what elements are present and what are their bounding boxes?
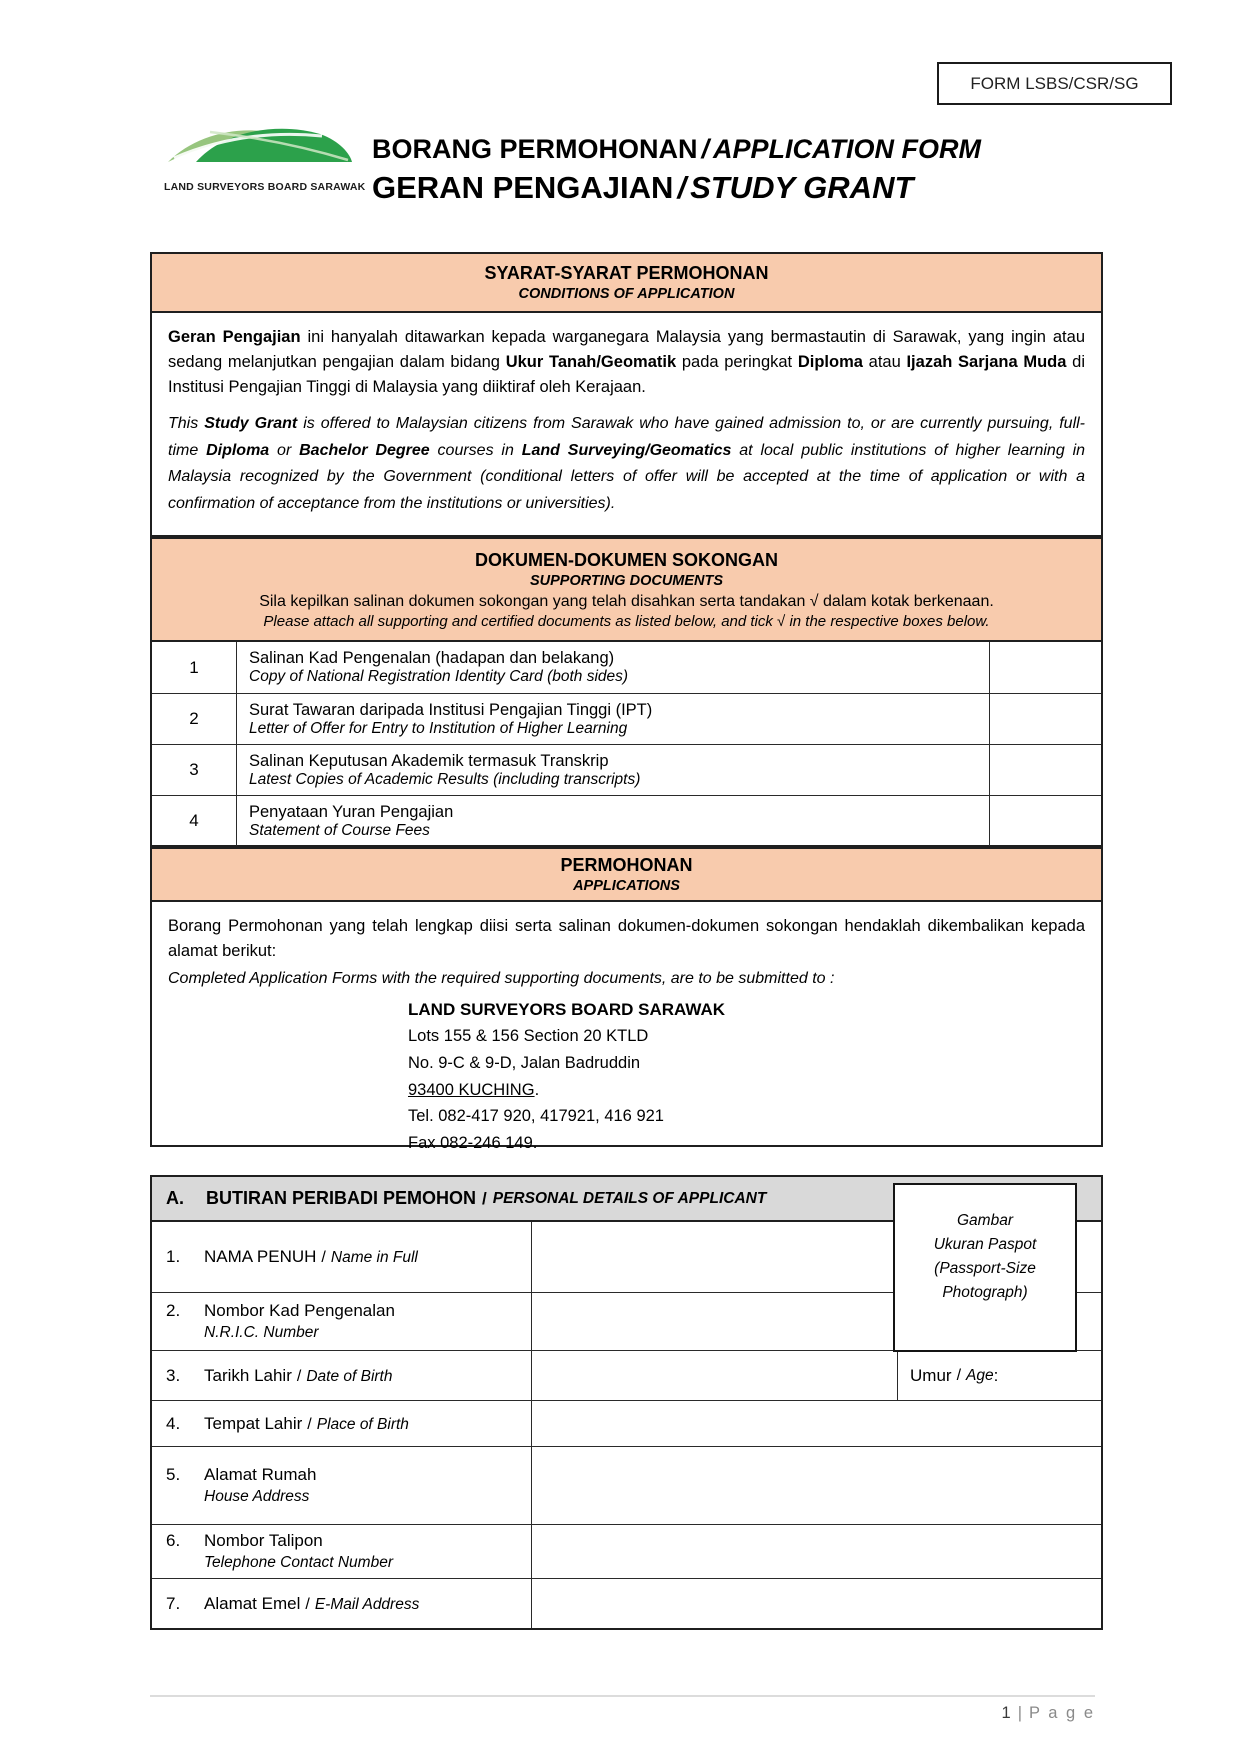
title-line1-en: APPLICATION FORM <box>713 134 982 164</box>
field-label-en: Date of Birth <box>306 1367 393 1385</box>
field-number: 3. <box>166 1365 181 1385</box>
row-description-en: Statement of Course Fees <box>249 821 430 839</box>
photo-box-line: (Passport-Size <box>934 1260 1036 1278</box>
page-number <box>150 1704 1095 1723</box>
birthplace-input-cell[interactable] <box>532 1401 1101 1446</box>
field-number: 1. <box>166 1247 181 1266</box>
field-label-ms: Nombor Talipon <box>204 1531 323 1550</box>
table-row <box>152 642 1101 693</box>
conditions-ms-bold-term: Ijazah Sarjana Muda <box>906 353 1067 372</box>
telephone-input-cell[interactable] <box>532 1525 1101 1578</box>
title-line-1 <box>372 134 981 165</box>
row-description-en: Letter of Offer for Entry to Institution of Higher Learning <box>249 719 628 737</box>
row-description <box>237 642 989 693</box>
conditions-body <box>150 313 1103 537</box>
form-code-text: FORM LSBS/CSR/SG <box>970 73 1139 93</box>
field-label <box>152 1401 532 1446</box>
conditions-ms-bold-term: Ukur Tanah/Geomatik <box>505 353 677 372</box>
address-org-name: LAND SURVEYORS BOARD SARAWAK <box>408 999 726 1019</box>
address-line: No. 9-C & 9-D, Jalan Badruddin <box>408 1053 641 1072</box>
field-row-email <box>152 1578 1101 1628</box>
title-line1-ms: BORANG PERMOHONAN <box>372 134 698 164</box>
conditions-ms-bold-term: Geran Pengajian <box>168 328 301 346</box>
field-label-ms: Nombor Kad Pengenalan <box>204 1301 395 1320</box>
field-label-en: N.R.I.C. Number <box>204 1324 319 1341</box>
conditions-en-bold-term: Study Grant <box>204 415 298 433</box>
lsbs-logo-icon <box>164 124 356 174</box>
documents-header-en: SUPPORTING DOCUMENTS <box>529 572 724 589</box>
field-label-ms: Tarikh Lahir <box>204 1365 292 1385</box>
row-number: 1 <box>152 642 237 693</box>
age-label-en: Age <box>966 1366 994 1384</box>
conditions-header <box>150 252 1103 313</box>
conditions-header-ms: SYARAT-SYARAT PERMOHONAN <box>484 263 769 283</box>
applications-paragraph-ms: Borang Permohonan yang telah lengkap diisi serta salinan dokumen-dokumen sokongan hendaklah dikembalikan kepada alamat berikut: <box>168 917 1085 961</box>
house-address-input-cell[interactable] <box>532 1447 1101 1524</box>
field-row-house-address <box>152 1446 1101 1524</box>
conditions-en-text: courses in <box>429 441 522 459</box>
page-number-sep: | <box>1017 1704 1022 1722</box>
applications-body <box>150 902 1103 1153</box>
supporting-documents-header <box>150 537 1103 642</box>
row-description <box>237 745 989 795</box>
row-description <box>237 796 989 846</box>
applications-paragraph-en: Completed Application Forms with the required supporting documents, are to be submitted to : <box>168 970 835 988</box>
row-description-ms: Surat Tawaran daripada Institusi Pengajian Tinggi (IPT) <box>249 700 653 719</box>
row-description-ms: Salinan Kad Pengenalan (hadapan dan belakang) <box>249 649 615 667</box>
applications-header <box>150 847 1103 902</box>
address-fax: Fax 082-246 149. <box>408 1134 538 1153</box>
conditions-ms-text: ini hanyalah ditawarkan kepada warganegara Malaysia yang bermastautin di Sarawak, yang ingin atau sedang melanjutkan pengajian dalam bidang <box>168 328 1085 372</box>
title-line-2 <box>372 170 981 206</box>
field-label-ms: Tempat Lahir <box>204 1413 303 1433</box>
field-label <box>152 1525 532 1578</box>
conditions-ms-text: di Institusi Pengajian Tinggi di Malaysia yang diiktiraf oleh Kerajaan. <box>168 353 1085 397</box>
address-line <box>408 1077 1085 1104</box>
submission-address <box>408 996 1085 1157</box>
field-number: 4. <box>166 1413 181 1433</box>
conditions-en-bold-term: Bachelor Degree <box>299 441 430 459</box>
field-label-ms: Alamat Emel <box>204 1593 301 1613</box>
title-line2-en: STUDY GRANT <box>690 170 914 205</box>
conditions-ms-bold-term: Diploma <box>797 353 863 372</box>
page-number-label: P a g e <box>1029 1704 1095 1722</box>
section-title-ms: BUTIRAN PERIBADI PEMOHON <box>206 1188 477 1208</box>
field-row-birthplace <box>152 1400 1101 1446</box>
address-city: 93400 KUCHING <box>408 1080 535 1099</box>
applications-header-ms: PERMOHONAN <box>560 855 693 875</box>
age-label-sep: / <box>956 1366 962 1384</box>
field-label-en: Place of Birth <box>316 1415 409 1433</box>
passport-photo-box[interactable] <box>893 1183 1077 1352</box>
field-label-en: Name in Full <box>330 1249 418 1266</box>
field-label <box>152 1351 532 1400</box>
field-number: 5. <box>166 1465 181 1484</box>
row-description-ms: Penyataan Yuran Pengajian <box>249 802 454 821</box>
address-telephone: Tel. 082-417 920, 417921, 416 921 <box>408 1107 664 1126</box>
section-title-en: PERSONAL DETAILS OF APPLICANT <box>492 1189 767 1207</box>
photo-box-line: Gambar <box>957 1212 1013 1229</box>
applications-header-en: APPLICATIONS <box>573 878 680 894</box>
field-label-en: House Address <box>204 1488 310 1505</box>
title-line2-sep: / <box>677 170 687 205</box>
footer-divider <box>150 1695 1095 1697</box>
section-letter: A. <box>166 1188 184 1208</box>
address-line: Lots 155 & 156 Section 20 KTLD <box>408 1027 649 1046</box>
row-number: 4 <box>152 796 237 846</box>
row-number: 2 <box>152 694 237 744</box>
field-label-ms: Alamat Rumah <box>204 1465 317 1484</box>
field-label-en: Telephone Contact Number <box>204 1554 393 1571</box>
row-description-ms: Salinan Keputusan Akademik termasuk Transkrip <box>249 751 609 770</box>
supporting-documents-table <box>150 642 1103 847</box>
field-label <box>152 1293 532 1350</box>
table-row <box>152 693 1101 744</box>
lsbs-logo-caption: LAND SURVEYORS BOARD SARAWAK <box>164 181 366 193</box>
conditions-paragraph-en <box>168 411 1085 517</box>
conditions-en-bold-term: Land Surveying/Geomatics <box>521 441 732 459</box>
row-number: 3 <box>152 745 237 795</box>
field-label-sep: / <box>307 1415 312 1433</box>
age-label-ms: Umur <box>910 1365 952 1385</box>
title-line1-sep: / <box>701 134 710 164</box>
lsbs-logo <box>164 124 366 193</box>
tick-box-1[interactable] <box>989 642 1101 693</box>
dob-input-cell[interactable] <box>532 1351 897 1400</box>
field-row-dob <box>152 1350 1101 1400</box>
conditions-en-bold-term: Diploma <box>206 441 270 459</box>
field-label-sep: / <box>321 1249 326 1266</box>
documents-note-en: Please attach all supporting and certified documents as listed below, and tick √ in the respective boxes below. <box>263 612 990 630</box>
photo-box-line: Photograph) <box>942 1284 1028 1302</box>
documents-header-ms: DOKUMEN-DOKUMEN SOKONGAN <box>475 549 778 570</box>
tick-box-3[interactable] <box>989 745 1101 795</box>
conditions-ms-text: atau <box>862 353 907 372</box>
row-description <box>237 694 989 744</box>
section-title-sep: / <box>482 1188 487 1208</box>
documents-note-ms: Sila kepilkan salinan dokumen sokongan yang telah disahkan serta tandakan √ dalam kotak berkenaan. <box>259 592 994 610</box>
field-number: 7. <box>166 1593 181 1613</box>
row-description-en: Copy of National Registration Identity Card (both sides) <box>249 668 629 685</box>
tick-box-2[interactable] <box>989 694 1101 744</box>
field-number: 6. <box>166 1531 181 1550</box>
conditions-en-text: at local public institutions of higher learning in Malaysia recognized by the Government (conditional letters of offer will be accepted at the time of application or with a confirmation of acceptance from the institutions or universities). <box>168 441 1086 512</box>
conditions-ms-text: pada peringkat <box>676 353 798 372</box>
field-label-en: E-Mail Address <box>314 1595 420 1613</box>
field-label <box>152 1222 532 1292</box>
tick-box-4[interactable] <box>989 796 1101 846</box>
title-line2-ms: GERAN PENGAJIAN <box>372 170 674 205</box>
field-row-telephone <box>152 1524 1101 1578</box>
conditions-en-text: or <box>269 441 300 459</box>
email-input-cell[interactable] <box>532 1579 1101 1628</box>
table-row <box>152 744 1101 795</box>
page-number-value: 1 <box>1001 1704 1011 1722</box>
address-city-suffix: . <box>534 1080 540 1099</box>
conditions-header-en: CONDITIONS OF APPLICATION <box>518 286 735 302</box>
field-label-ms: NAMA PENUH <box>204 1247 317 1266</box>
table-row <box>152 795 1101 846</box>
conditions-paragraph-ms <box>168 325 1085 400</box>
photo-box-line: Ukuran Paspot <box>933 1236 1037 1254</box>
field-number: 2. <box>166 1301 181 1320</box>
document-title <box>372 134 981 206</box>
row-description-en: Latest Copies of Academic Results (including transcripts) <box>249 770 641 788</box>
form-code-box <box>937 62 1172 105</box>
field-label-sep: / <box>305 1595 310 1613</box>
age-input-cell[interactable] <box>897 1351 1101 1400</box>
field-label <box>152 1579 532 1628</box>
field-label <box>152 1447 532 1524</box>
conditions-en-text: This <box>168 415 205 433</box>
conditions-en-text: is offered to Malaysian citizens from Sarawak who have gained admission to, or are currently pursuing, full-time <box>168 415 1086 459</box>
field-label-sep: / <box>296 1367 302 1385</box>
age-label-colon: : <box>993 1365 999 1385</box>
